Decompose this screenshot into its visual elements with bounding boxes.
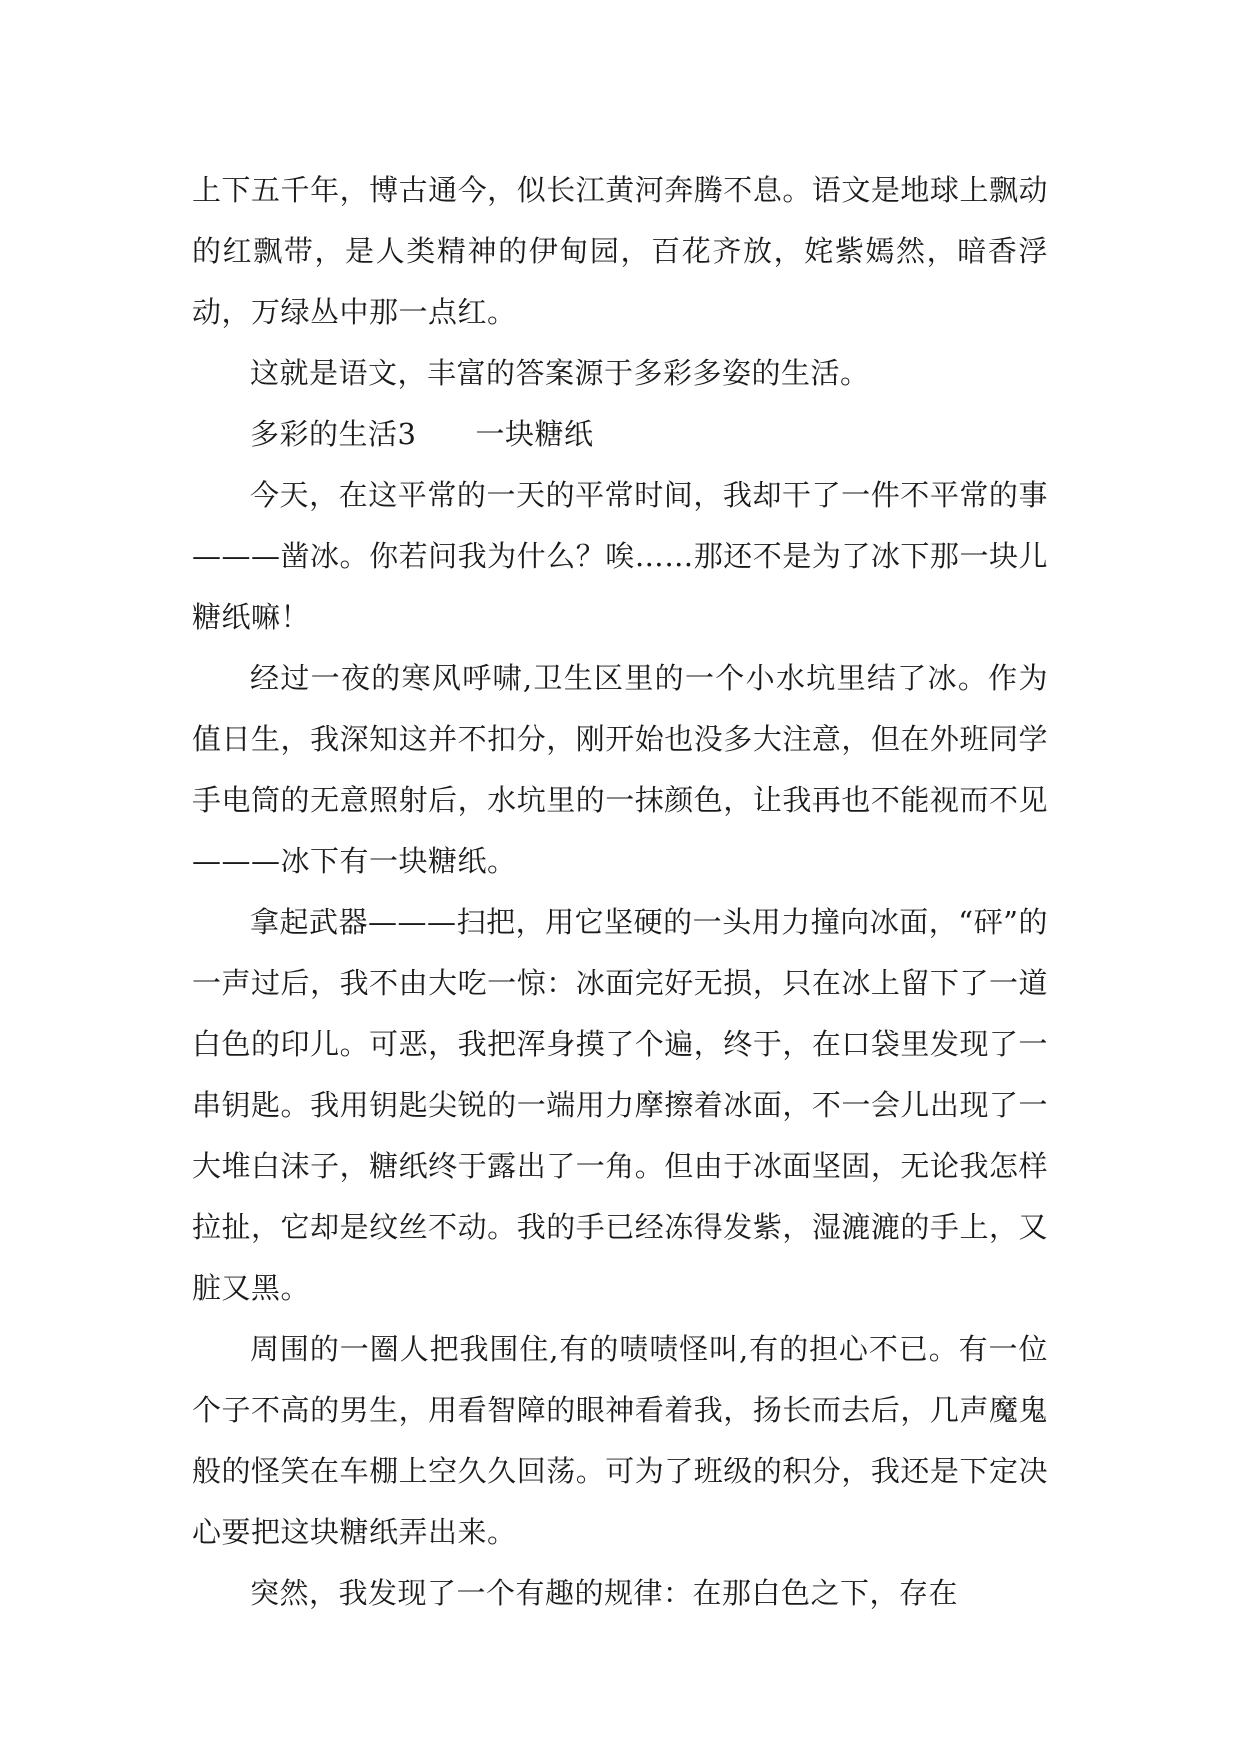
section-heading: 多彩的生活3 一块糖纸	[250, 417, 594, 451]
document-page	[192, 160, 1048, 1624]
paragraph: 经过一夜的寒风呼啸,卫生区里的一个小水坑里结了冰。作为值日生，我深知这并不扣分，刚开始也没多大注意，但在外班同学手电筒的无意照射后，水坑里的一抹颜色，让我再也不能视而不见———冰下有一块糖纸。	[192, 661, 1048, 878]
paragraph: 突然，我发现了一个有趣的规律：在那白色之下，存在	[250, 1576, 959, 1610]
paragraph: 周围的一圈人把我围住,有的啧啧怪叫,有的担心不已。有一位个子不高的男生，用看智障的眼神看着我，扬长而去后，几声魔鬼般的怪笑在车棚上空久久回荡。可为了班级的积分，我还是下定决心要把这块糖纸弄出来。	[192, 1332, 1048, 1549]
paragraph: 上下五千年，博古通今，似长江黄河奔腾不息。语文是地球上飘动的红飘带，是人类精神的伊甸园，百花齐放，姹紫嫣然，暗香浮动，万绿丛中那一点红。	[192, 173, 1048, 329]
paragraph: 今天，在这平常的一天的平常时间，我却干了一件不平常的事———凿冰。你若问我为什么？唉……那还不是为了冰下那一块儿糖纸嘛！	[192, 478, 1048, 634]
paragraph: 拿起武器———扫把，用它坚硬的一头用力撞向冰面，“砰”的一声过后，我不由大吃一惊：冰面完好无损，只在冰上留下了一道白色的印儿。可恶，我把浑身摸了个遍，终于，在口袋里发现了一串钥匙。我用钥匙尖锐的一端用力摩擦着冰面，不一会儿出现了一大堆白沫子，糖纸终于露出了一角。但由于冰面坚固，无论我怎样拉扯，它却是纹丝不动。我的手已经冻得发紫，湿漉漉的手上，又脏又黑。	[192, 905, 1048, 1305]
paragraph: 这就是语文，丰富的答案源于多彩多姿的生活。	[250, 356, 870, 390]
